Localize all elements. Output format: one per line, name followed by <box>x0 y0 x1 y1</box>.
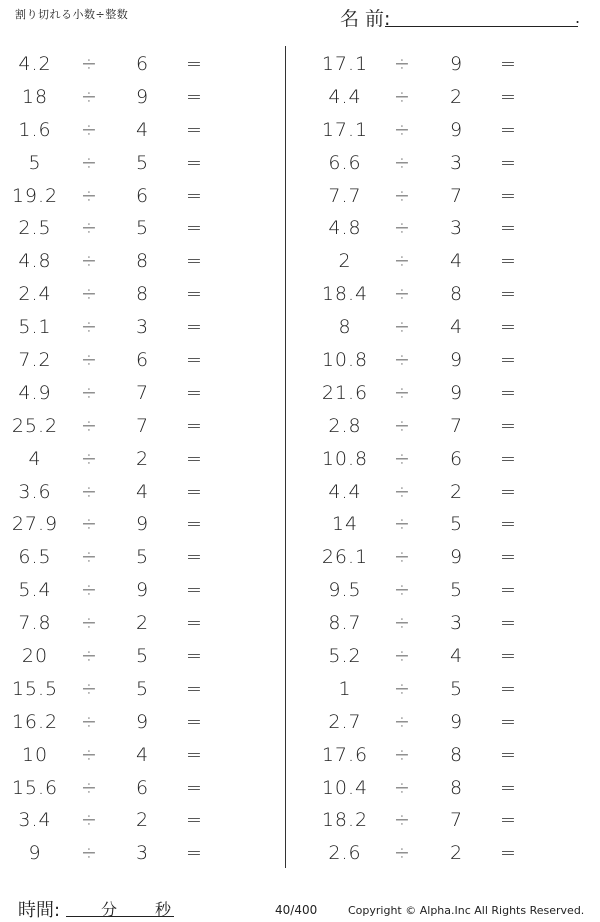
dividend: 3.4 <box>18 809 52 832</box>
divisor: 5 <box>450 513 464 536</box>
problem-row <box>300 443 590 476</box>
dividend: 14 <box>331 513 359 536</box>
divisor: 5 <box>136 645 150 668</box>
divisor: 7 <box>450 184 464 207</box>
divisor: 3 <box>136 316 150 339</box>
divisor: 5 <box>136 217 150 240</box>
equals-sign: = <box>186 710 203 733</box>
problem-row <box>300 541 590 574</box>
divide-sign: ÷ <box>81 612 98 635</box>
dividend: 8.7 <box>328 612 362 635</box>
equals-sign: = <box>186 447 203 470</box>
equals-sign: = <box>186 250 203 273</box>
dividend: 25.2 <box>11 414 59 437</box>
divide-sign: ÷ <box>394 250 411 273</box>
equals-sign: = <box>500 842 517 865</box>
problem-row <box>0 377 290 410</box>
problem-row <box>300 114 590 147</box>
problem-row <box>300 278 590 311</box>
divide-sign: ÷ <box>394 809 411 832</box>
problem-row <box>0 476 290 509</box>
right-problem-column <box>300 48 590 870</box>
dividend: 27.9 <box>11 513 59 536</box>
dividend: 1.6 <box>18 118 52 141</box>
divide-sign: ÷ <box>81 217 98 240</box>
divisor: 7 <box>136 414 150 437</box>
divisor: 8 <box>136 283 150 306</box>
divide-sign: ÷ <box>81 381 98 404</box>
divide-sign: ÷ <box>81 710 98 733</box>
divisor: 9 <box>450 118 464 141</box>
minutes-label: 分 <box>101 900 118 919</box>
divisor: 4 <box>450 250 464 273</box>
problem-row <box>300 476 590 509</box>
dividend: 2.6 <box>328 842 362 865</box>
divisor: 3 <box>450 217 464 240</box>
divide-sign: ÷ <box>394 381 411 404</box>
divisor: 2 <box>136 809 150 832</box>
dividend: 3.6 <box>18 480 52 503</box>
divide-sign: ÷ <box>81 118 98 141</box>
dividend: 17.1 <box>321 53 369 75</box>
divisor: 3 <box>136 842 150 865</box>
equals-sign: = <box>500 316 517 339</box>
dividend: 15.5 <box>11 677 59 700</box>
problem-row <box>0 739 290 772</box>
name-field-line <box>385 26 578 27</box>
problem-row <box>0 772 290 805</box>
equals-sign: = <box>500 381 517 404</box>
problem-row <box>0 410 290 443</box>
divisor: 4 <box>136 118 150 141</box>
divisor: 9 <box>136 513 150 536</box>
divisor: 7 <box>136 381 150 404</box>
dividend: 4.9 <box>18 381 52 404</box>
dividend: 4.4 <box>328 480 362 503</box>
equals-sign: = <box>500 710 517 733</box>
copyright-text: Copyright © Alpha.Inc All Rights Reserved. <box>348 904 585 917</box>
equals-sign: = <box>500 677 517 700</box>
equals-sign: = <box>500 184 517 207</box>
dividend: 5.2 <box>328 645 362 668</box>
equals-sign: = <box>186 546 203 569</box>
dividend: 10.4 <box>321 776 369 799</box>
problem-row <box>0 443 290 476</box>
problem-row <box>300 804 590 837</box>
problem-row <box>300 245 590 278</box>
equals-sign: = <box>500 579 517 602</box>
equals-sign: = <box>186 776 203 799</box>
equals-sign: = <box>500 250 517 273</box>
equals-sign: = <box>186 743 203 766</box>
divide-sign: ÷ <box>81 414 98 437</box>
equals-sign: = <box>186 53 203 75</box>
problem-row <box>300 706 590 739</box>
problem-row <box>300 344 590 377</box>
divisor: 4 <box>450 645 464 668</box>
dividend: 5.4 <box>18 579 52 602</box>
equals-sign: = <box>186 809 203 832</box>
divisor: 5 <box>136 546 150 569</box>
dividend: 18.4 <box>321 283 369 306</box>
problem-row <box>300 739 590 772</box>
dividend: 10.8 <box>321 349 369 372</box>
problem-row <box>0 673 290 706</box>
divide-sign: ÷ <box>394 710 411 733</box>
equals-sign: = <box>186 414 203 437</box>
equals-sign: = <box>186 677 203 700</box>
problem-row <box>300 837 590 870</box>
divide-sign: ÷ <box>394 480 411 503</box>
equals-sign: = <box>186 217 203 240</box>
dividend: 2.5 <box>18 217 52 240</box>
divisor: 6 <box>136 776 150 799</box>
divide-sign: ÷ <box>81 546 98 569</box>
dividend: 4 <box>28 447 42 470</box>
divide-sign: ÷ <box>394 217 411 240</box>
problem-row <box>0 607 290 640</box>
divisor: 5 <box>136 677 150 700</box>
equals-sign: = <box>500 546 517 569</box>
divide-sign: ÷ <box>394 677 411 700</box>
divide-sign: ÷ <box>394 645 411 668</box>
problem-row <box>0 508 290 541</box>
equals-sign: = <box>500 645 517 668</box>
divisor: 4 <box>136 743 150 766</box>
dividend: 4.2 <box>18 53 52 75</box>
divide-sign: ÷ <box>394 776 411 799</box>
problem-row <box>0 245 290 278</box>
divide-sign: ÷ <box>81 776 98 799</box>
divisor: 6 <box>136 53 150 75</box>
time-label: 時間: <box>18 900 61 921</box>
equals-sign: = <box>500 513 517 536</box>
divide-sign: ÷ <box>81 85 98 108</box>
seconds-label: 秒 <box>155 900 172 919</box>
divisor: 6 <box>450 447 464 470</box>
equals-sign: = <box>500 776 517 799</box>
problem-row <box>300 508 590 541</box>
dividend: 21.6 <box>321 381 369 404</box>
divisor: 9 <box>450 546 464 569</box>
problem-row <box>300 377 590 410</box>
divide-sign: ÷ <box>81 349 98 372</box>
dividend: 6.5 <box>18 546 52 569</box>
dividend: 5.1 <box>18 316 52 339</box>
dividend: 2.8 <box>328 414 362 437</box>
divisor: 9 <box>450 349 464 372</box>
dividend: 26.1 <box>321 546 369 569</box>
dividend: 18.2 <box>321 809 369 832</box>
equals-sign: = <box>500 217 517 240</box>
equals-sign: = <box>186 349 203 372</box>
divide-sign: ÷ <box>394 414 411 437</box>
divide-sign: ÷ <box>394 85 411 108</box>
divisor: 4 <box>450 316 464 339</box>
divisor: 9 <box>136 710 150 733</box>
dividend: 15.6 <box>11 776 59 799</box>
equals-sign: = <box>500 809 517 832</box>
equals-sign: = <box>186 513 203 536</box>
divide-sign: ÷ <box>81 53 98 75</box>
divisor: 4 <box>136 480 150 503</box>
equals-sign: = <box>186 842 203 865</box>
dividend: 10.8 <box>321 447 369 470</box>
problem-row <box>300 410 590 443</box>
divide-sign: ÷ <box>81 447 98 470</box>
problem-row <box>0 114 290 147</box>
divide-sign: ÷ <box>394 546 411 569</box>
equals-sign: = <box>500 612 517 635</box>
dividend: 7.2 <box>18 349 52 372</box>
problem-row <box>300 673 590 706</box>
dividend: 8 <box>338 316 352 339</box>
divide-sign: ÷ <box>394 118 411 141</box>
equals-sign: = <box>186 480 203 503</box>
problem-row <box>300 311 590 344</box>
divide-sign: ÷ <box>394 349 411 372</box>
problem-row <box>0 278 290 311</box>
equals-sign: = <box>500 53 517 75</box>
divide-sign: ÷ <box>394 283 411 306</box>
problem-row <box>0 344 290 377</box>
dividend: 19.2 <box>11 184 59 207</box>
equals-sign: = <box>500 447 517 470</box>
dividend: 18 <box>21 85 49 108</box>
divide-sign: ÷ <box>81 677 98 700</box>
equals-sign: = <box>186 612 203 635</box>
problem-row <box>0 706 290 739</box>
dividend: 2.4 <box>18 283 52 306</box>
equals-sign: = <box>186 645 203 668</box>
divide-sign: ÷ <box>81 480 98 503</box>
divisor: 5 <box>450 677 464 700</box>
equals-sign: = <box>500 743 517 766</box>
dividend: 7.7 <box>328 184 362 207</box>
dividend: 2 <box>338 250 352 273</box>
problem-row <box>300 212 590 245</box>
problem-row <box>300 574 590 607</box>
divide-sign: ÷ <box>81 513 98 536</box>
equals-sign: = <box>186 283 203 306</box>
dividend: 16.2 <box>11 710 59 733</box>
equals-sign: = <box>500 283 517 306</box>
divisor: 8 <box>450 283 464 306</box>
divide-sign: ÷ <box>394 151 411 174</box>
divisor: 3 <box>450 151 464 174</box>
score-text: 40/400 <box>275 903 318 917</box>
divide-sign: ÷ <box>394 513 411 536</box>
divisor: 2 <box>450 480 464 503</box>
divisor: 7 <box>450 414 464 437</box>
divisor: 8 <box>450 776 464 799</box>
dividend: 17.6 <box>321 743 369 766</box>
equals-sign: = <box>186 316 203 339</box>
divide-sign: ÷ <box>81 579 98 602</box>
problem-row <box>300 607 590 640</box>
equals-sign: = <box>500 118 517 141</box>
problem-row <box>0 48 290 81</box>
divisor: 2 <box>136 447 150 470</box>
equals-sign: = <box>186 85 203 108</box>
divide-sign: ÷ <box>81 842 98 865</box>
divide-sign: ÷ <box>394 612 411 635</box>
divisor: 9 <box>136 85 150 108</box>
divisor: 8 <box>450 743 464 766</box>
problem-row <box>0 212 290 245</box>
divisor: 2 <box>450 85 464 108</box>
dividend: 10 <box>21 743 49 766</box>
problem-row <box>0 640 290 673</box>
equals-sign: = <box>500 151 517 174</box>
dividend: 20 <box>21 645 49 668</box>
problem-row <box>0 574 290 607</box>
dividend: 4.8 <box>328 217 362 240</box>
divisor: 5 <box>450 579 464 602</box>
divisor: 9 <box>136 579 150 602</box>
problem-row <box>300 81 590 114</box>
divide-sign: ÷ <box>81 809 98 832</box>
divide-sign: ÷ <box>81 184 98 207</box>
divide-sign: ÷ <box>394 842 411 865</box>
problem-row <box>300 772 590 805</box>
dividend: 9.5 <box>328 579 362 602</box>
divisor: 8 <box>136 250 150 273</box>
divide-sign: ÷ <box>81 250 98 273</box>
equals-sign: = <box>500 414 517 437</box>
problem-row <box>300 147 590 180</box>
dividend: 5 <box>28 151 42 174</box>
problem-row <box>0 147 290 180</box>
name-label: 名 前: <box>340 8 391 30</box>
divide-sign: ÷ <box>81 316 98 339</box>
dividend: 9 <box>28 842 42 865</box>
divide-sign: ÷ <box>394 184 411 207</box>
divisor: 7 <box>450 809 464 832</box>
dividend: 6.6 <box>328 151 362 174</box>
problem-row <box>0 837 290 870</box>
dividend: 4.4 <box>328 85 362 108</box>
equals-sign: = <box>500 480 517 503</box>
divisor: 2 <box>450 842 464 865</box>
dividend: 2.7 <box>328 710 362 733</box>
divisor: 9 <box>450 53 464 75</box>
dividend: 7.8 <box>18 612 52 635</box>
divisor: 6 <box>136 184 150 207</box>
divisor: 9 <box>450 710 464 733</box>
equals-sign: = <box>186 579 203 602</box>
problem-row <box>300 48 590 81</box>
problem-row <box>0 81 290 114</box>
divisor: 5 <box>136 151 150 174</box>
equals-sign: = <box>186 381 203 404</box>
problem-row <box>0 541 290 574</box>
divisor: 3 <box>450 612 464 635</box>
equals-sign: = <box>500 85 517 108</box>
problem-row <box>300 180 590 213</box>
dividend: 1 <box>338 677 352 700</box>
equals-sign: = <box>186 184 203 207</box>
divisor: 2 <box>136 612 150 635</box>
problem-row <box>300 640 590 673</box>
left-problem-column <box>0 48 290 870</box>
dividend: 17.1 <box>321 118 369 141</box>
divide-sign: ÷ <box>81 283 98 306</box>
divide-sign: ÷ <box>394 316 411 339</box>
problem-row <box>0 180 290 213</box>
divisor: 6 <box>136 349 150 372</box>
worksheet-title: 割り切れる小数÷整数 <box>15 8 129 21</box>
dividend: 4.8 <box>18 250 52 273</box>
equals-sign: = <box>186 118 203 141</box>
divide-sign: ÷ <box>394 447 411 470</box>
problem-row <box>0 311 290 344</box>
divide-sign: ÷ <box>81 151 98 174</box>
problem-row <box>0 804 290 837</box>
divide-sign: ÷ <box>394 579 411 602</box>
equals-sign: = <box>186 151 203 174</box>
divide-sign: ÷ <box>394 53 411 75</box>
divide-sign: ÷ <box>81 645 98 668</box>
name-end-mark: . <box>575 8 581 27</box>
divide-sign: ÷ <box>394 743 411 766</box>
divisor: 9 <box>450 381 464 404</box>
equals-sign: = <box>500 349 517 372</box>
divide-sign: ÷ <box>81 743 98 766</box>
